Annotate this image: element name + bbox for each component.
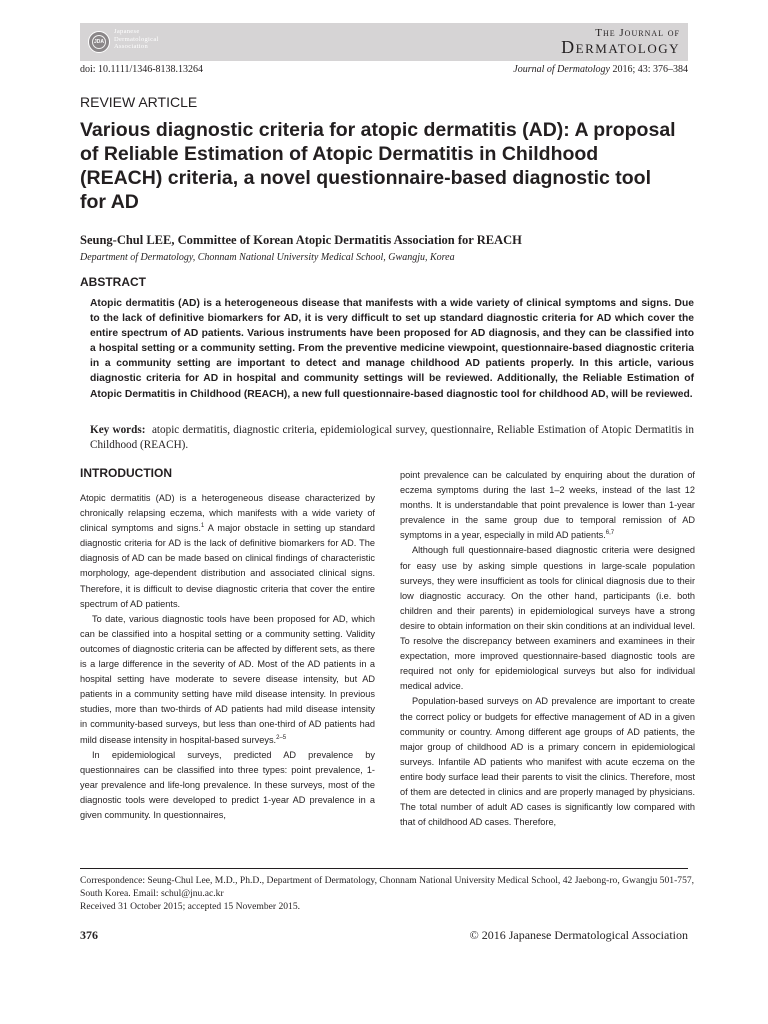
citation-journal: Journal of Dermatology — [513, 64, 610, 75]
jda-seal-logo — [88, 31, 110, 53]
paragraph: To date, various diagnostic tools have been proposed for AD, which can be classified into a hospital setting or a community setting. Validity outcomes of diagnostic criteria can be affected by different sets, as there is a large difference in the severity of AD. Most of the AD patients in a hospital setting have moderate to severe disease intensity, but AD patients in a community setting have mild disease intensity. In previous studies, more than two-thirds of AD patients had mild disease intensity in community-based surveys, but less than one-third of AD patients had mild disease intensity in hospital-based surveys.$^{2-5}$ — [80, 613, 375, 745]
correspondence-footnote — [80, 874, 695, 913]
reference-marker[interactable]: 6,7 — [605, 530, 615, 537]
association-logo-line: Japanese — [114, 28, 140, 35]
paragraph: Although full questionnaire-based diagnostic criteria were designed for easy use by asking simple questions in large-scale population surveys, they were insufficient as tools for clinical diagnosis due to their low diagnostic accuracy. On the other hand, participants (i.e. both children and their parents) in epidemiological surveys have a strong desire to obtain information on their skin conditions at an individual level. To resolve the discrepancy between examiners and examinees in their expectation, more improved questionnaire-based diagnostic tools are required not only for epidemiological surveys but also for individual medical advice. — [400, 545, 695, 692]
affiliation: Department of Dermatology, Chonnam National University Medical School, Gwangju, Korea — [80, 252, 455, 263]
citation — [513, 64, 688, 75]
abstract-heading: ABSTRACT — [80, 275, 146, 289]
doi: doi: 10.1111/1346-8138.13264 — [80, 64, 204, 75]
author-line: Seung-Chul LEE, Committee of Korean Atopic Dermatitis Association for REACH — [80, 233, 522, 247]
paragraph: Population-based surveys on AD prevalence are important to create the correct policy or budgets for effective management of AD in a given community or country. Among different age groups of AD patients, the major group of childhood AD is a primary concern in epidemiological surveys. Infantile AD patients who manifest with acute eczema on the entire body surface lead their parents to visit the clinics. Therefore, most of them are detected in clinics and are properly managed by physicians. The total number of adult AD cases is significantly low compared with that of childhood AD cases. Therefore, — [400, 696, 695, 828]
journal-name-small: The Journal of — [595, 27, 680, 39]
paragraph: Atopic dermatitis (AD) is a heterogeneous disease characterized by chronically relapsing eczema, which manifests with a wide variety of clinical symptoms and signs.$^1$ A major obstacle in setting up standard diagnostic criteria for AD is the lack of definitive biomarkers for AD. The diagnosis of AD can be made based on clinical findings of characteristic morphology, age-dependent distribution and associated clinical signs. Therefore, it is difficult to devise diagnostic criteria that cover the entire spectrum of AD patients. — [80, 493, 376, 609]
paragraph: point prevalence can be calculated by enquiring about the duration of eczema symptoms during the last 1–2 weeks, instead of the last 12 months. It is understandable that point prevalence is lower than 1-year prevalence in the same group due to temporal remission of AD symptoms in a year, especially in mild AD patients.$^{6,7}$ — [400, 470, 695, 541]
journal-name-large: Dermatology — [561, 37, 680, 57]
left-column — [80, 491, 375, 823]
footnote-divider — [80, 868, 688, 869]
correspondence-text: Correspondence: Seung-Chul Lee, M.D., Ph.D., Department of Dermatology, Chonnam National University Medical School, 42 Jaebong-ro, Gwangju 501-757, South Korea. Email: schul@jnu.ac.kr — [80, 875, 695, 899]
keywords — [90, 423, 694, 452]
association-logo-line: Dermatological — [114, 35, 159, 43]
reference-marker[interactable]: 2–5 — [276, 734, 287, 741]
article-title: Various diagnostic criteria for atopic dermatitis (AD): A proposal of Reliable Estimation of Atopic Dermatitis in Childhood (REACH) criteria, a novel questionnaire-based diagnostic tool for AD — [80, 119, 676, 213]
reference-marker[interactable]: 1 — [200, 523, 205, 530]
jda-seal-text: JDA — [92, 35, 106, 49]
association-logo-text — [114, 28, 194, 51]
copyright: © 2016 Japanese Dermatological Association — [469, 928, 688, 942]
abstract-text: Atopic dermatitis (AD) is a heterogeneous disease that manifests with a wide variety of clinical symptoms and signs. Due to the lack of definitive biomarkers for AD, it is very difficult to set up standard diagnostic criteria for AD which cover the entire spectrum of AD patients. Various instruments have been proposed for AD diagnosis, and they can be classified into a hospital setting or a community setting. From the preventive medicine viewpoint, questionnaire-based diagnostic criteria in a community setting are important to detect and manage childhood AD patients properly. In this article, various diagnostic criteria for AD in hospital and community settings will be reviewed. Additionally, the Reliable Estimation of Atopic Dermatitis in Childhood (REACH), a new full questionnaire-based diagnostic tool for childhood AD, will be reviewed. — [90, 298, 694, 400]
keywords-label: Key words: — [90, 424, 146, 436]
received-dates: Received 31 October 2015; accepted 15 November 2015. — [80, 901, 301, 912]
introduction-heading: INTRODUCTION — [80, 466, 172, 480]
keywords-list: atopic dermatitis, diagnostic criteria, epidemiological survey, questionnaire, Reliable Estimation of Atopic Dermatitis in Childhood (REACH). — [90, 424, 695, 451]
citation-volume: 2016; 43: 376–384 — [609, 64, 688, 75]
right-column — [400, 468, 695, 830]
article-type: REVIEW ARTICLE — [80, 94, 198, 110]
page-number: 376 — [80, 928, 98, 942]
paragraph: In epidemiological surveys, predicted AD prevalence by questionnaires can be classified into three types: point prevalence, 1-year prevalence and life-long prevalence. In these surveys, most of the diagnostic tools were developed to predict 1-year AD prevalence in a given community. In questionnaires, — [80, 749, 375, 820]
association-logo-line: Association — [114, 43, 148, 50]
